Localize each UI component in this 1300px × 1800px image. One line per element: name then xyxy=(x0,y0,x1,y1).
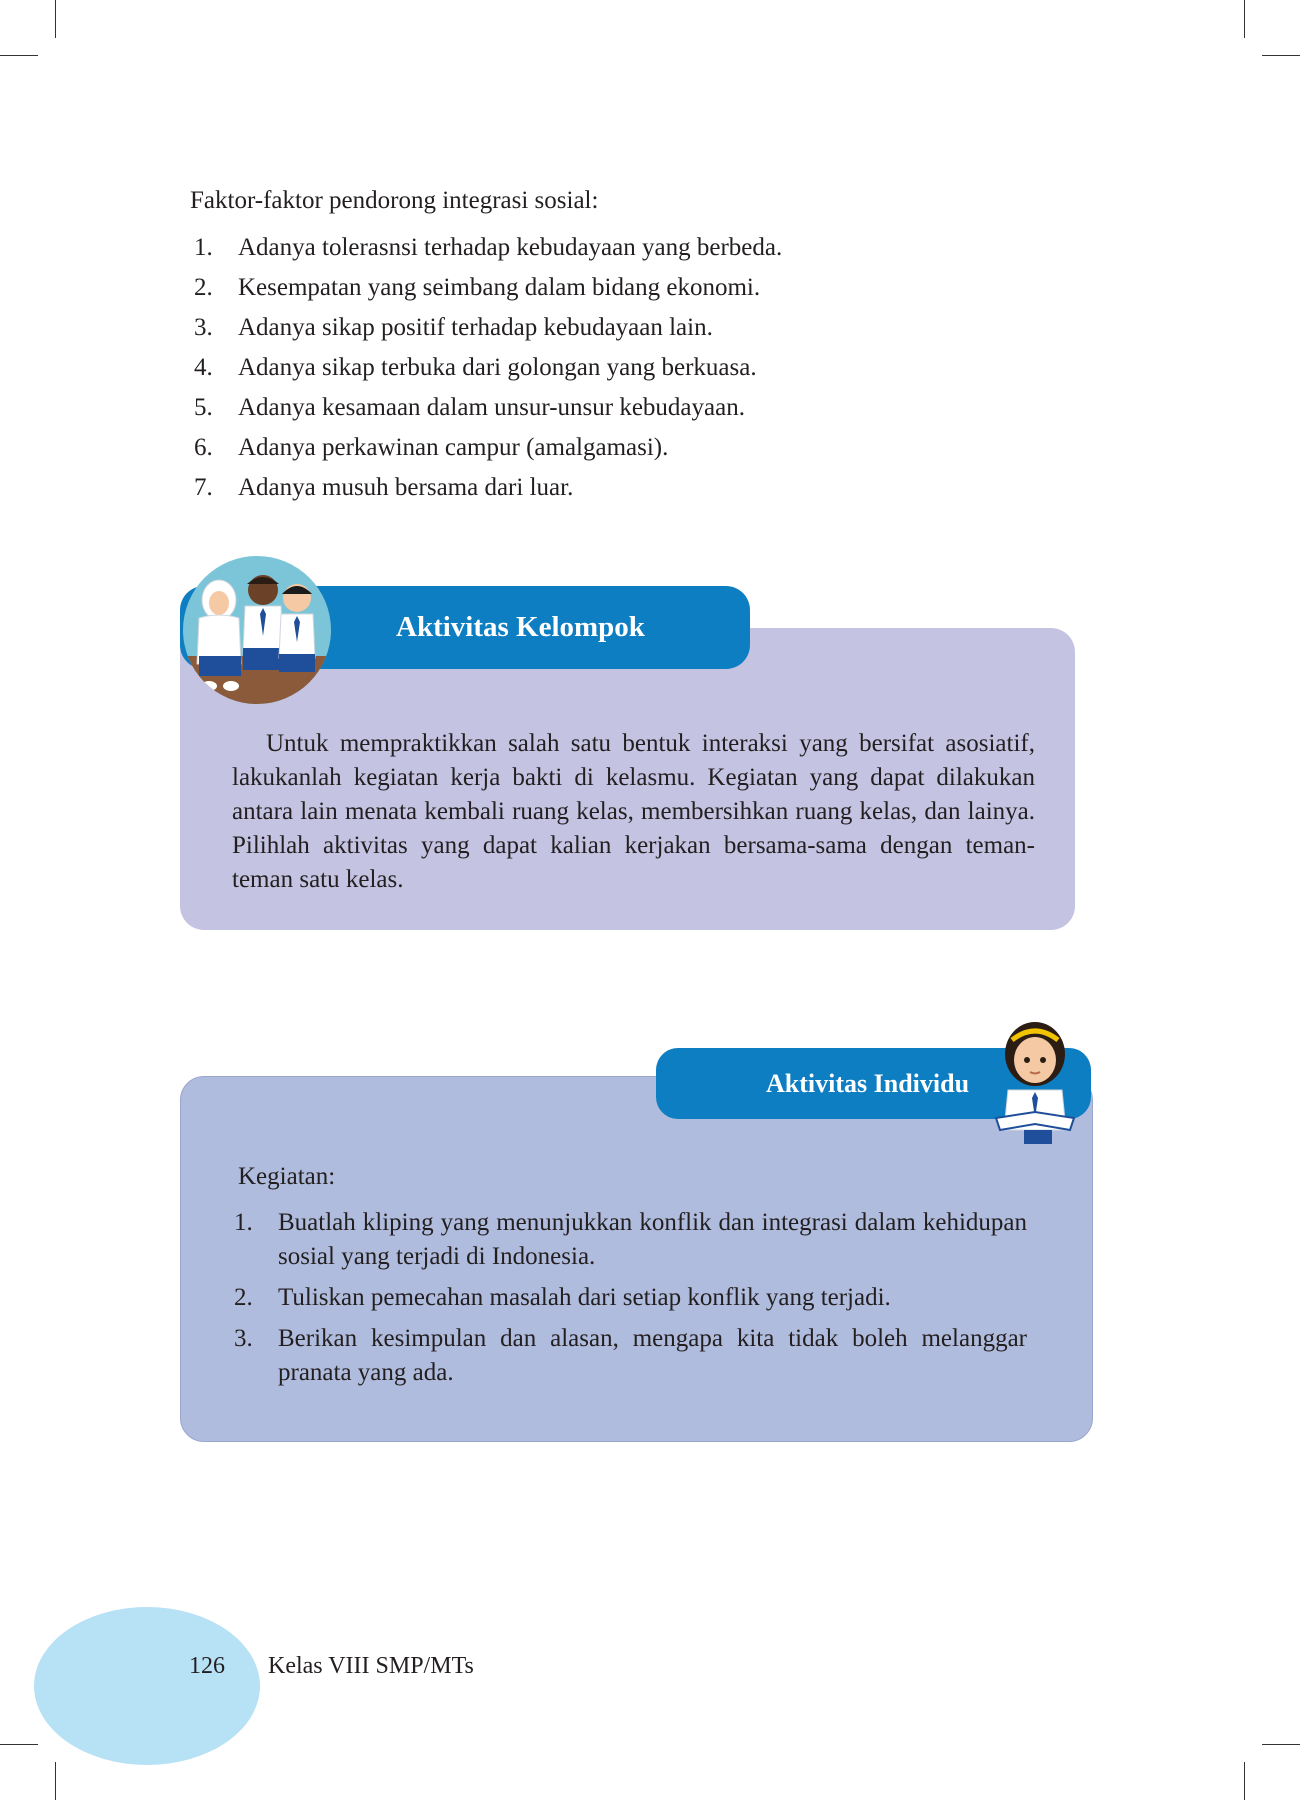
list-item: 7. Adanya musuh bersama dari luar. xyxy=(194,474,574,501)
individual-activity-lead: Kegiatan: xyxy=(238,1163,336,1190)
crop-mark xyxy=(1244,1762,1245,1800)
students-group-icon xyxy=(183,556,331,704)
page-number: 126 xyxy=(189,1653,225,1679)
factors-intro: Faktor-faktor pendorong integrasi sosial: xyxy=(190,187,599,214)
crop-mark xyxy=(55,1762,56,1800)
list-item: 3. Berikan kesimpulan dan alasan, mengapa kita tidak boleh melanggar pranata yang ada. xyxy=(234,1325,1027,1386)
list-item: 2. Tuliskan pemecahan masalah dari setiap konflik yang terjadi. xyxy=(234,1284,891,1311)
group-activity-title: Aktivitas Kelompok xyxy=(396,611,645,643)
individual-activity-title: Aktivitas Individu xyxy=(766,1069,970,1098)
list-item: 2. Kesempatan yang seimbang dalam bidang ekonomi. xyxy=(194,274,761,301)
list-item: 1. Adanya tolerasnsi terhadap kebudayaan yang berbeda. xyxy=(194,234,783,261)
individual-tasks-list xyxy=(232,1206,1027,1397)
crop-mark xyxy=(1262,55,1300,56)
list-item: 3. Adanya sikap positif terhadap kebudayaan lain. xyxy=(194,314,713,341)
factors-list xyxy=(190,228,1090,508)
crop-mark xyxy=(55,0,56,38)
list-item: 1. Buatlah kliping yang menunjukkan konflik dan integrasi dalam kehidupan sosial yang terjadi di Indonesia. xyxy=(234,1209,1027,1270)
footer-decoration xyxy=(34,1607,260,1765)
group-activity-text: Untuk mempraktikkan salah satu bentuk interaksi yang bersifat asosiatif, lakukanlah kegiatan kerja bakti di kelasmu. Kegiatan yang dapat dilakukan antara lain menata kembali ruang kelas, membersihkan ruang kelas, dan lainya. Pilihlah aktivitas yang dapat kalian kerjakan bersama-sama dengan teman-teman satu kelas. xyxy=(232,730,1035,893)
crop-mark xyxy=(1262,1744,1300,1745)
crop-mark xyxy=(1244,0,1245,38)
crop-mark xyxy=(0,1744,38,1745)
list-item: 4. Adanya sikap terbuka dari golongan yang berkuasa. xyxy=(194,354,757,381)
list-item: 6. Adanya perkawinan campur (amalgamasi). xyxy=(194,434,669,461)
crop-mark xyxy=(0,55,38,56)
book-title: Kelas VIII SMP/MTs xyxy=(268,1653,474,1679)
list-item: 5. Adanya kesamaan dalam unsur-unsur kebudayaan. xyxy=(194,394,745,421)
student-reading-icon xyxy=(990,1018,1080,1146)
